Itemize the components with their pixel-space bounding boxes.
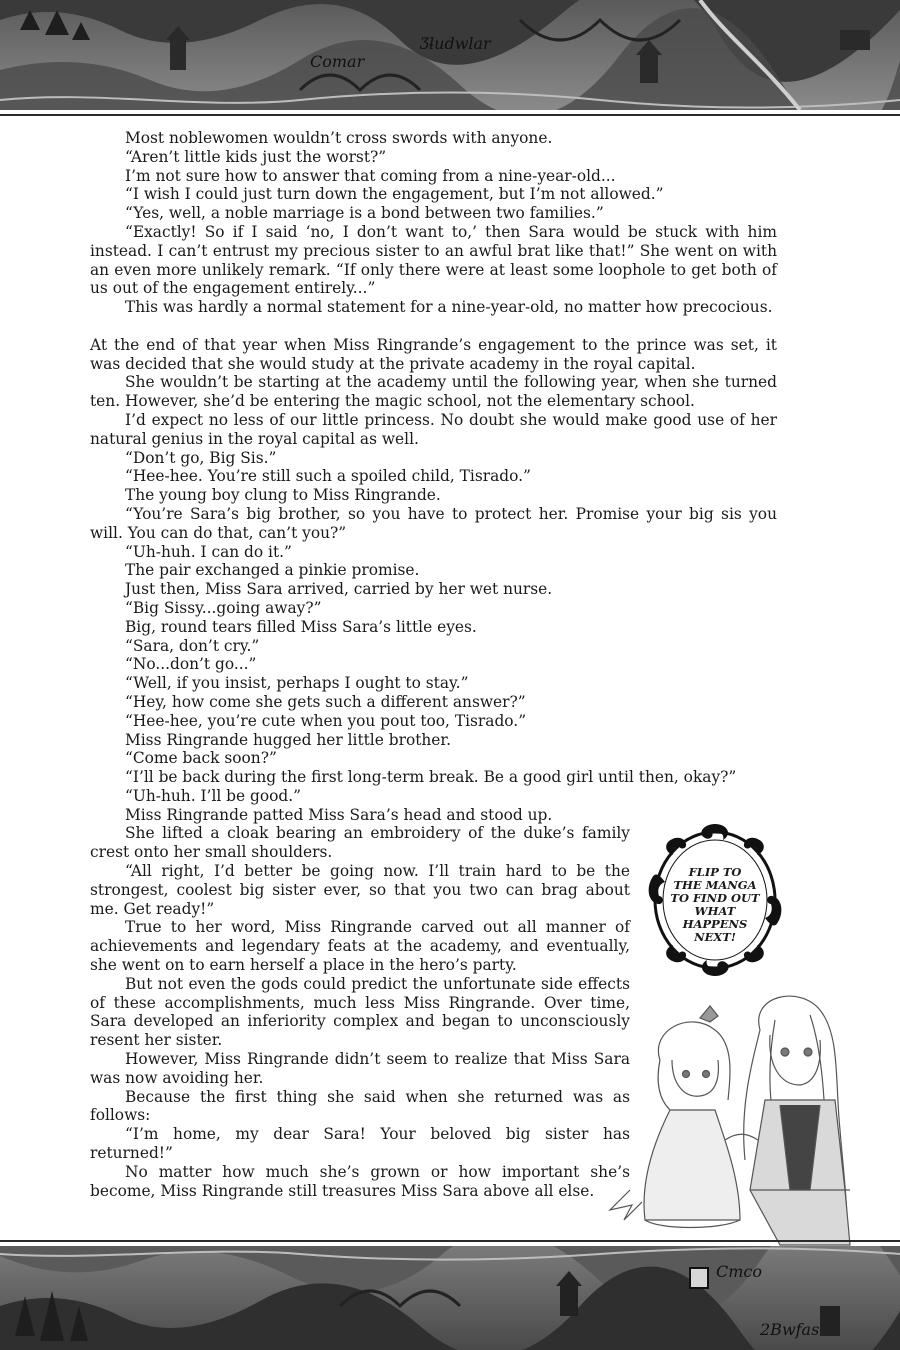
paragraph: The young boy clung to Miss Ringrande. (125, 486, 441, 505)
paragraph: “I’m home, my dear Sara! Your beloved big sister has returned!” (90, 1125, 630, 1163)
paragraph: But not even the gods could predict the unfortunate side effects of these accomplishments, much less Miss Ringrande. Over time, Sara developed an inferiority complex and began to unconsciously resent her sister. (90, 974, 630, 1050)
paragraph: This was hardly a normal statement for a nine-year-old, no matter how precocious. (125, 298, 773, 317)
paragraph: Miss Ringrande patted Miss Sara’s head and stood up. (125, 805, 553, 824)
flip-to-manga-badge (640, 818, 790, 983)
paragraph: “No...don’t go...” (125, 655, 257, 674)
paragraph: Just then, Miss Sara arrived, carried by her wet nurse. (125, 580, 553, 599)
paragraph: “I wish I could just turn down the engagement, but I’m not allowed.” (125, 185, 664, 204)
bottom-rule (0, 1240, 900, 1242)
paragraph: Big, round tears filled Miss Sara’s little eyes. (125, 617, 477, 636)
paragraph: “Don’t go, Big Sis.” (125, 448, 277, 467)
paragraph: Because the first thing she said when she returned was as follows: (90, 1087, 630, 1125)
paragraph: She wouldn’t be starting at the academy until the following year, when she turned ten. However, she’d be entering the magic school, not the elementary school. (90, 373, 777, 411)
paragraph: True to her word, Miss Ringrande carved out all manner of achievements and legendary feats at the academy, and eventually, she went on to earn herself a place in the hero’s party. (90, 918, 630, 975)
paragraph: Most noblewomen wouldn’t cross swords with anyone. (125, 129, 553, 147)
sisters-illustration-icon (600, 990, 900, 1250)
illustration-sisters (600, 990, 900, 1250)
bottom-map-banner (0, 1246, 900, 1350)
paragraph: “Hee-hee, you’re cute when you pout too, Tisrado.” (125, 711, 527, 730)
paragraph: “Hee-hee. You’re still such a spoiled child, Tisrado.” (125, 467, 531, 486)
map-label: Comar (310, 52, 365, 71)
paragraph: “Uh-huh. I can do it.” (125, 542, 292, 561)
paragraph: “Big Sissy...going away?” (125, 598, 322, 617)
paragraph: “You’re Sara’s big brother, so you have to protect her. Promise your big sis you will. You can do that, can’t you?” (90, 504, 777, 542)
paragraph: “Exactly! So if I said ‘no, I don’t want to,’ then Sara would be stuck with him instead. I can’t entrust my precious sister to an awful brat like that!” She went on with an even more unlikely remark. “If only there were at least some loophole to get both of us out of the engagement entirely...” (90, 222, 777, 298)
map-label: Ʒƚudwlar (420, 34, 491, 53)
paragraph: “All right, I’d better be going now. I’ll train hard to be the strongest, coolest big sister ever, so that you two can brag about me. Get ready!” (90, 862, 630, 918)
paragraph: However, Miss Ringrande didn’t seem to realize that Miss Sara was now avoiding her. (90, 1050, 630, 1087)
paragraph: At the end of that year when Miss Ringrande’s engagement to the prince was set, it was decided that she would study at the private academy in the royal capital. (90, 335, 777, 373)
paragraph: Miss Ringrande hugged her little brother. (125, 730, 451, 749)
map-label: 2Bwfas (760, 1320, 820, 1339)
paragraph: “Sara, don’t cry.” (125, 636, 260, 655)
top-rule (0, 114, 900, 116)
map-artwork (0, 0, 900, 110)
paragraph: No matter how much she’s grown or how important she’s become, Miss Ringrande still treasures Miss Sara above all else. (90, 1162, 630, 1200)
map-label: Cmco (716, 1262, 763, 1281)
paragraph: “Hey, how come she gets such a different answer?” (125, 692, 526, 711)
paragraph: I’d expect no less of our little princess. No doubt she would make good use of her natural genius in the royal capital as well. (90, 410, 777, 448)
paragraph: “I’ll be back during the first long-term break. Be a good girl until then, okay?” (125, 768, 737, 787)
paragraph: The pair exchanged a pinkie promise. (125, 561, 420, 580)
top-map-banner (0, 0, 900, 110)
paragraph: “Aren’t little kids just the worst?” (125, 147, 387, 166)
paragraph: “Yes, well, a noble marriage is a bond between two families.” (125, 204, 604, 223)
paragraph: “Uh-huh. I’ll be good.” (125, 786, 302, 805)
paragraph: I’m not sure how to answer that coming from a nine-year-old... (125, 166, 616, 185)
paragraph: She lifted a cloak bearing an embroidery of the duke’s family crest onto her small shoulders. (90, 824, 630, 862)
paragraph: “Come back soon?” (125, 749, 277, 768)
paragraph: “Well, if you insist, perhaps I ought to stay.” (125, 674, 469, 693)
badge-text: FLIP TO THE MANGA TO FIND OUT WHAT HAPPENS NEXT! (670, 865, 760, 944)
